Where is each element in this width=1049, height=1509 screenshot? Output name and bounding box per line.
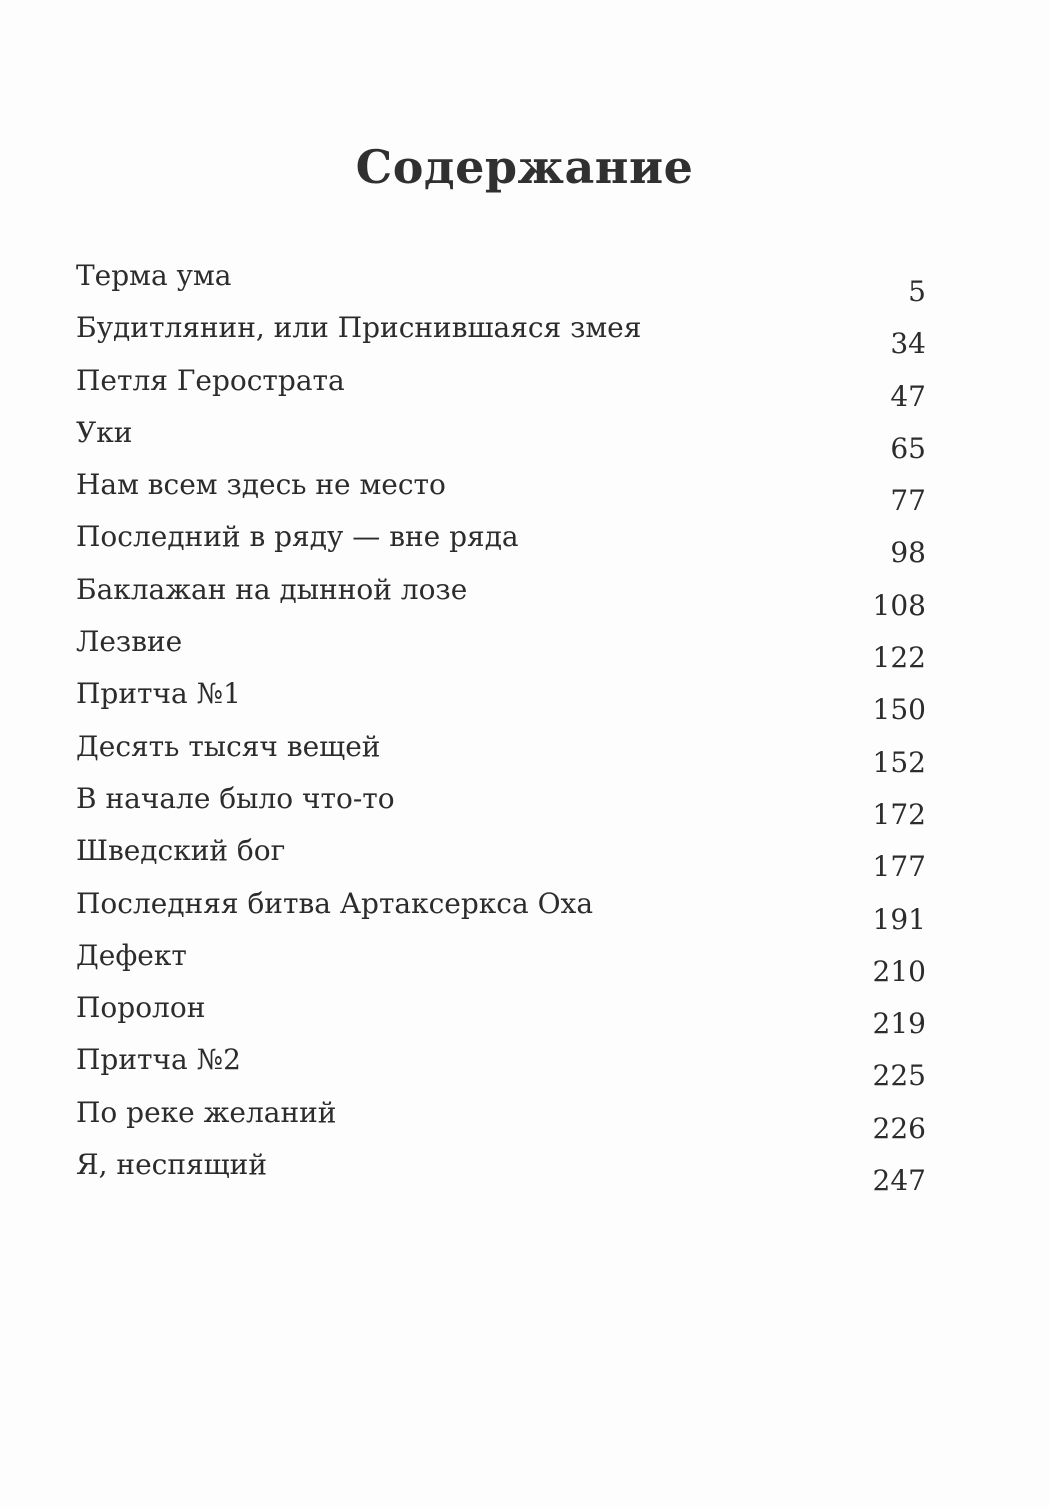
toc-entry-page: 177 bbox=[872, 850, 926, 884]
toc-entry bbox=[76, 1092, 926, 1144]
table-of-contents bbox=[76, 255, 926, 1196]
toc-entry-title: Поролон bbox=[76, 991, 206, 1025]
toc-entry-page: 47 bbox=[890, 379, 926, 413]
toc-entry-title: Десять тысяч вещей bbox=[76, 729, 381, 763]
toc-entry bbox=[76, 673, 926, 725]
toc-entry-page: 150 bbox=[872, 693, 926, 727]
toc-entry-title: Уки bbox=[76, 415, 133, 449]
toc-entry bbox=[76, 883, 926, 935]
toc-entry bbox=[76, 464, 926, 516]
toc-entry-title: Дефект bbox=[76, 938, 187, 972]
toc-entry-title: Притча №1 bbox=[76, 677, 241, 711]
page-title: Содержание bbox=[355, 140, 694, 194]
toc-entry-title: В начале было что-то bbox=[76, 781, 395, 815]
toc-entry-title: Терма ума bbox=[76, 259, 232, 292]
toc-entry-page: 34 bbox=[890, 327, 926, 361]
toc-entry-page: 191 bbox=[872, 902, 926, 936]
toc-entry-page: 226 bbox=[872, 1111, 926, 1145]
toc-entry-title: Баклажан на дынной лозе bbox=[76, 572, 468, 606]
toc-entry bbox=[76, 726, 926, 778]
toc-entry-title: Лезвие bbox=[76, 625, 183, 659]
toc-entry-title: Притча №2 bbox=[76, 1043, 241, 1077]
toc-entry-title: Я, неспящий bbox=[76, 1148, 268, 1182]
toc-entry-page: 108 bbox=[872, 588, 926, 622]
toc-entry-title: Шведский бог bbox=[76, 834, 286, 868]
toc-entry bbox=[76, 621, 926, 673]
toc-entry-page: 77 bbox=[890, 484, 926, 518]
toc-entry bbox=[76, 935, 926, 987]
toc-entry bbox=[76, 307, 926, 359]
toc-entry bbox=[76, 516, 926, 568]
toc-entry-page: 65 bbox=[890, 431, 926, 465]
toc-entry bbox=[76, 1039, 926, 1091]
toc-entry bbox=[76, 569, 926, 621]
toc-entry bbox=[76, 255, 926, 307]
toc-entry-title: Последняя битва Артаксеркса Оха bbox=[76, 886, 594, 920]
toc-entry-page: 98 bbox=[890, 536, 926, 570]
toc-entry bbox=[76, 987, 926, 1039]
toc-entry-page: 219 bbox=[872, 1007, 926, 1041]
toc-entry-page: 247 bbox=[872, 1164, 926, 1198]
toc-entry-page: 210 bbox=[872, 954, 926, 988]
toc-entry bbox=[76, 360, 926, 412]
toc-entry-page: 172 bbox=[872, 797, 926, 831]
toc-entry-page: 225 bbox=[872, 1059, 926, 1093]
toc-entry-title: Последний в ряду — вне ряда bbox=[76, 520, 519, 554]
toc-entry-title: Будитлянин, или Приснившаяся змея bbox=[76, 311, 642, 345]
toc-entry bbox=[76, 830, 926, 882]
toc-entry-title: Петля Герострата bbox=[76, 363, 345, 397]
toc-entry bbox=[76, 778, 926, 830]
toc-entry-title: По реке желаний bbox=[76, 1095, 337, 1129]
toc-entry-page: 122 bbox=[872, 641, 926, 675]
toc-entry-title: Нам всем здесь не место bbox=[76, 468, 446, 502]
toc-entry bbox=[76, 412, 926, 464]
toc-entry bbox=[76, 1144, 926, 1196]
toc-entry-page: 5 bbox=[908, 275, 926, 308]
toc-entry-page: 152 bbox=[872, 745, 926, 779]
